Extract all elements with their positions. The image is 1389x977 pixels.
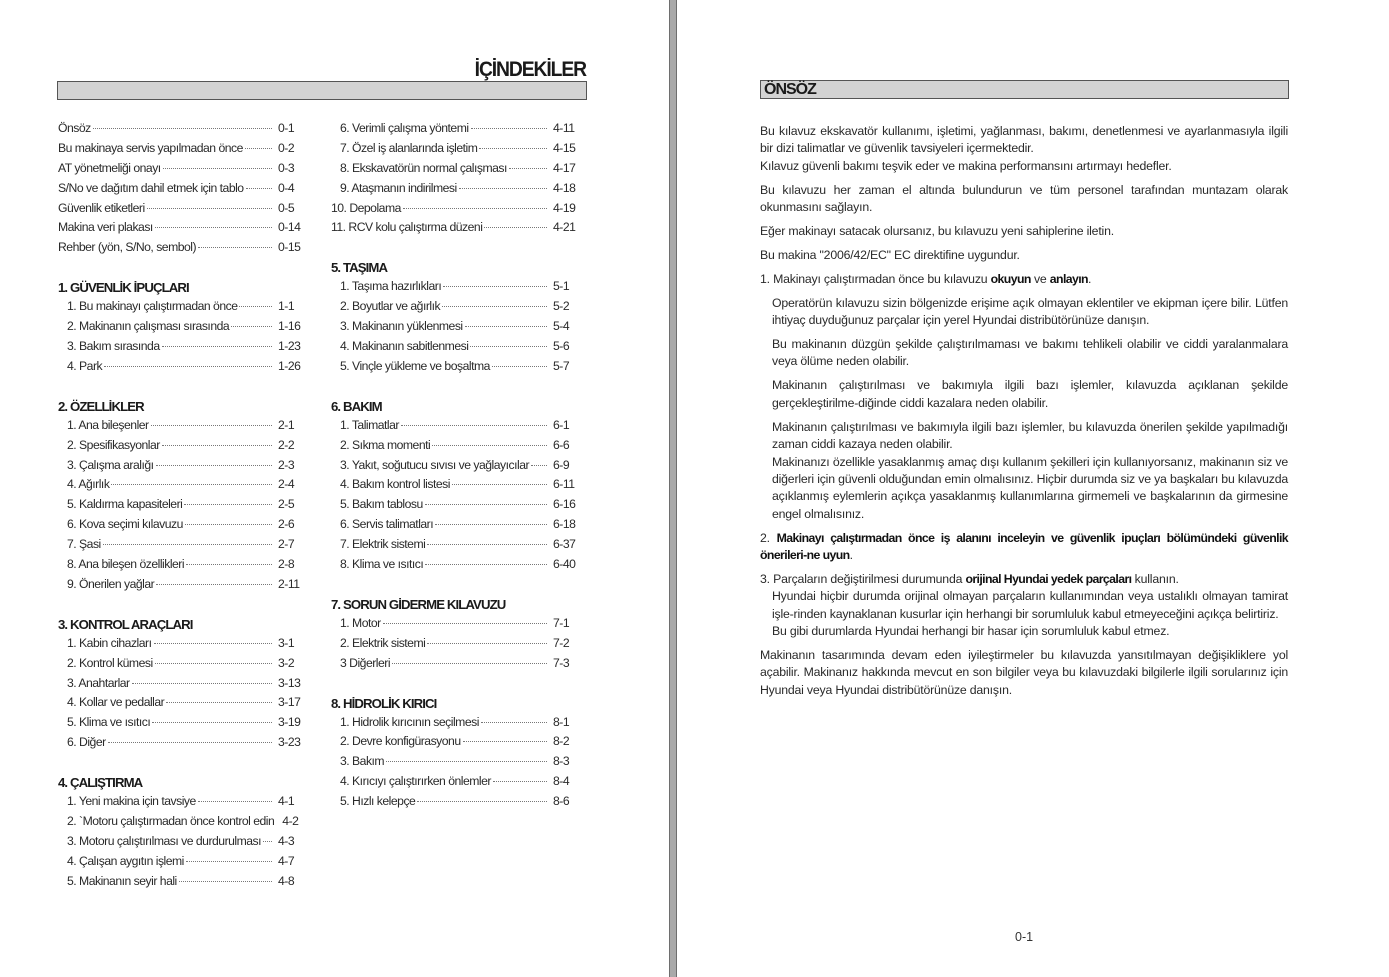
toc-entry-label: 7. Şasi xyxy=(67,537,101,552)
toc-entry-page: 3-23 xyxy=(278,735,301,750)
dot-leader xyxy=(147,208,272,209)
toc-entry-label: 3 Diğerleri xyxy=(340,655,391,670)
toc-entry[interactable] xyxy=(58,577,308,597)
toc-entry-page: 6-1 xyxy=(553,417,570,432)
toc-entry-label: 5. Makinanın seyir hali xyxy=(67,873,177,888)
toc-entry-page: 6-11 xyxy=(553,477,575,492)
toc-entry[interactable] xyxy=(58,141,308,161)
paragraph-text: . xyxy=(849,548,853,563)
toc-entry-page: 5-2 xyxy=(553,299,570,314)
toc-entry-label: 9. Ataşmanın indirilmesi xyxy=(340,180,457,195)
dot-leader xyxy=(179,881,272,882)
toc-entry-label: 3. Anahtarlar xyxy=(67,675,130,690)
page-divider xyxy=(669,0,677,977)
toc-entry-label: 1. Kabin cihazları xyxy=(67,635,152,650)
paragraph-text: 1. Makinayı çalıştırmadan önce bu kılavuzu xyxy=(760,271,991,286)
toc-entry[interactable] xyxy=(58,695,308,715)
toc-entry-label: 5. Kaldırma kapasiteleri xyxy=(67,497,183,512)
toc-entry[interactable] xyxy=(58,874,308,894)
toc-entry[interactable] xyxy=(331,517,583,537)
dot-leader xyxy=(111,484,272,485)
dot-leader xyxy=(443,286,547,287)
toc-entry-page: 5-1 xyxy=(553,279,570,294)
toc-entry-label: 8. Ana bileşen özellikleri xyxy=(67,557,185,572)
toc-column-1 xyxy=(58,121,308,894)
dot-leader xyxy=(104,366,272,367)
toc-entry-label: 6. Kova seçimi kılavuzu xyxy=(67,517,183,532)
toc-entry-page: 4-19 xyxy=(553,200,576,215)
toc-entry-label: 5. Bakım tablosu xyxy=(340,497,423,512)
toc-entry[interactable] xyxy=(58,834,308,854)
toc-entry-label: 8. Ekskavatörün normal çalışması xyxy=(340,160,507,175)
toc-entry-page: 3-19 xyxy=(278,715,301,730)
toc-entry[interactable] xyxy=(331,794,583,814)
toc-entry-label: 11. RCV kolu çalıştırma düzeni xyxy=(331,220,483,235)
dot-leader xyxy=(245,148,272,149)
dot-leader xyxy=(459,188,547,189)
toc-entry-page: 1-26 xyxy=(278,358,301,373)
toc-entry-label: 4. Bakım kontrol listesi xyxy=(340,477,450,492)
toc-entry-label: 4. Kollar ve pedallar xyxy=(67,695,165,710)
emphasis-text: orijinal Hyundai yedek parçaları xyxy=(965,571,1132,586)
toc-entry-label: 2. Boyutlar ve ağırlık xyxy=(340,299,441,314)
emphasis-text: okuyun xyxy=(990,271,1031,286)
dot-leader xyxy=(156,584,272,585)
toc-entry[interactable] xyxy=(58,517,308,537)
toc-entry[interactable] xyxy=(58,794,308,814)
toc-section-heading: 2. ÖZELLİKLER xyxy=(58,398,144,414)
preface-paragraph xyxy=(760,295,1288,330)
toc-entry-label: Güvenlik etiketleri xyxy=(58,200,145,215)
toc-entry[interactable] xyxy=(58,854,308,874)
preface-paragraph xyxy=(760,158,1288,175)
toc-entry-label: 3. Motoru çalıştırılması ve durdurulması xyxy=(67,833,262,848)
toc-entry-label: 3. Çalışma aralığı xyxy=(67,457,154,472)
paragraph-text: . xyxy=(1087,271,1092,286)
preface-paragraph xyxy=(760,419,1288,454)
toc-entry[interactable] xyxy=(331,616,583,636)
dot-leader xyxy=(465,326,547,327)
paragraph-text: Bu makina "2006/42/EC" EC direktifine uygundur. xyxy=(760,247,1020,262)
toc-entry-page: 0-3 xyxy=(278,160,295,175)
preface-paragraph xyxy=(760,182,1288,217)
toc-entry-label: 9. Önerilen yağlar xyxy=(67,576,155,591)
toc-entry-page: 1-1 xyxy=(278,299,295,314)
toc-entry-label: 6. Verimli çalışma yöntemi xyxy=(340,121,469,135)
toc-entry-page: 3-2 xyxy=(278,655,295,670)
paragraph-text: kullanın. xyxy=(1131,571,1179,586)
toc-entry-label: 3. Bakım xyxy=(340,754,385,769)
toc-entry[interactable] xyxy=(331,299,583,319)
toc-entry-label: 1. Bu makinayı çalıştırmadan önce xyxy=(67,299,238,314)
toc-entry[interactable] xyxy=(58,735,308,755)
toc-entry[interactable] xyxy=(58,339,308,359)
toc-entry[interactable] xyxy=(58,676,308,696)
toc-entry-page: 4-21 xyxy=(553,220,576,235)
dot-leader xyxy=(132,683,272,684)
toc-entry-label: 1. Ana bileşenler xyxy=(67,417,149,432)
toc-entry[interactable] xyxy=(58,220,308,240)
preface-paragraph xyxy=(760,123,1288,158)
toc-entry-label: Rehber (yön, S/No, sembol) xyxy=(58,240,197,255)
toc-entry[interactable] xyxy=(58,458,308,478)
toc-entry-label: 2. Spesifikasyonlar xyxy=(67,437,160,452)
toc-entry-page: 2-5 xyxy=(278,497,295,512)
toc-entry[interactable] xyxy=(331,477,583,497)
paragraph-text: Makinanın çalıştırılması ve bakımıyla ilgili bazı işlemler, kılavuzda açıklanan şekilde gerçekleştirilme-diğinde ciddi kazalara neden olabilir. xyxy=(772,378,1288,410)
toc-page xyxy=(0,0,669,977)
paragraph-text: 3. Parçaların değiştirilmesi durumunda xyxy=(760,571,966,586)
toc-entry[interactable] xyxy=(58,557,308,577)
toc-entry[interactable] xyxy=(58,418,308,438)
paragraph-text: Hyundai hiçbir durumda orijinal olmayan parçaların kullanımından veya ustalıklı olmayan tamirat işle-rinden kaynaklanan kusurlar için herhangi bir sorumluluk kabul etmeyeceğini açıkça belirtiriz. xyxy=(772,589,1288,621)
toc-entry-page: 0-4 xyxy=(278,180,295,195)
toc-entry-label: 6. Servis talimatları xyxy=(340,517,434,532)
toc-entry-page: 3-1 xyxy=(278,635,295,650)
toc-entry[interactable] xyxy=(331,319,583,339)
toc-entry-page: 8-3 xyxy=(553,754,570,769)
paragraph-text: Makinanın tasarımında devam eden iyileştirmeler bu kılavuzda yansıtılmayan değişikliklere yol açabilir. Makinanız hakkında mevcut en son bilgiler veya bu kılavuzdaki bilgilerle ilgili sorularınız için Hyundai veya Hyundai distribütörünüze danışın. xyxy=(760,648,1288,697)
dot-leader xyxy=(531,465,547,466)
dot-leader xyxy=(417,801,547,802)
toc-entry-label: 2. `Motoru çalıştırmadan önce kontrol edin xyxy=(67,814,275,829)
toc-entry-page: 6-16 xyxy=(553,497,576,512)
toc-entry-label: 4. Park xyxy=(67,358,103,373)
preface-paragraph xyxy=(760,571,1288,588)
toc-entry-page: 2-11 xyxy=(278,576,300,591)
toc-section-heading: 6. BAKIM xyxy=(331,398,382,414)
dot-leader xyxy=(185,524,272,525)
dot-leader xyxy=(198,801,272,802)
dot-leader xyxy=(108,742,272,743)
dot-leader xyxy=(403,208,547,209)
toc-entry[interactable] xyxy=(58,497,308,517)
toc-entry-label: 1. Yeni makina için tavsiye xyxy=(67,794,196,809)
toc-entry-page: 8-2 xyxy=(553,734,570,749)
toc-entry-page: 7-3 xyxy=(553,655,570,670)
dot-leader xyxy=(239,306,272,307)
toc-entry[interactable] xyxy=(331,359,583,379)
dot-leader xyxy=(392,663,547,664)
toc-entry[interactable] xyxy=(331,557,583,577)
dot-leader xyxy=(401,425,547,426)
toc-entry[interactable] xyxy=(331,656,583,676)
toc-entry[interactable] xyxy=(58,240,308,260)
dot-leader xyxy=(383,623,547,624)
toc-entry[interactable] xyxy=(331,161,583,181)
dot-leader xyxy=(231,326,272,327)
toc-entry-page: 4-8 xyxy=(278,873,295,888)
toc-entry-label: 4. Ağırlık xyxy=(67,477,110,492)
toc-entry-page: 2-2 xyxy=(278,437,295,452)
toc-entry-label: AT yönetmeliği onayı xyxy=(58,160,161,175)
toc-entry-label: 4. Kırıcıyı çalıştırırken önlemler xyxy=(340,774,491,789)
preface-paragraph xyxy=(760,588,1288,623)
dot-leader xyxy=(442,306,547,307)
toc-entry[interactable] xyxy=(58,161,308,181)
toc-entry-label: 8. Klima ve ısıtıcı xyxy=(340,557,424,572)
toc-entry-page: 6-9 xyxy=(553,457,570,472)
preface-paragraph xyxy=(760,647,1288,699)
paragraph-text: 2. xyxy=(760,530,777,545)
dot-leader xyxy=(93,128,272,129)
toc-entry[interactable] xyxy=(331,201,583,221)
toc-entry-page: 5-7 xyxy=(553,358,570,373)
dot-leader xyxy=(435,524,547,525)
paragraph-text: Bu gibi durumlarda Hyundai herhangi bir hasar için sorumluluk kabul etmez. xyxy=(772,624,1170,639)
toc-entry-page: 2-3 xyxy=(278,457,295,472)
toc-entry[interactable] xyxy=(331,715,583,735)
toc-entry-page: 4-17 xyxy=(553,160,576,175)
toc-entry-page: 2-8 xyxy=(278,557,295,572)
toc-entry-page: 4-7 xyxy=(278,853,295,868)
dot-leader xyxy=(425,564,547,565)
dot-leader xyxy=(427,544,547,545)
toc-section-heading: 4. ÇALIŞTIRMA xyxy=(58,775,143,791)
toc-entry-label: 3. Makinanın yüklenmesi xyxy=(340,319,463,334)
toc-entry[interactable] xyxy=(331,181,583,201)
toc-entry-label: 5. Hızlı kelepçe xyxy=(340,794,416,809)
dot-leader xyxy=(492,366,547,367)
toc-entry-page: 6-40 xyxy=(553,557,576,572)
toc-entry-page: 1-16 xyxy=(278,319,301,334)
toc-entry-label: 1. Taşıma hazırlıkları xyxy=(340,279,442,294)
toc-entry[interactable] xyxy=(331,774,583,794)
toc-entry[interactable] xyxy=(331,141,583,161)
toc-entry-page: 8-6 xyxy=(553,794,570,809)
toc-entry[interactable] xyxy=(331,438,583,458)
toc-entry-page: 5-4 xyxy=(553,319,570,334)
toc-section-heading: 5. TAŞIMA xyxy=(331,260,388,276)
toc-entry-page: 7-2 xyxy=(553,635,570,650)
toc-entry[interactable] xyxy=(331,734,583,754)
toc-entry-label: 1. Hidrolik kırıcının seçilmesi xyxy=(340,714,479,729)
toc-entry-label: 5. Vinçle yükleme ve boşaltma xyxy=(340,358,490,373)
dot-leader xyxy=(155,663,272,664)
dot-leader xyxy=(186,861,272,862)
paragraph-text: Bu kılavuzu her zaman el altında bulundurun ve tüm personel tarafından muntazam olarak okunmasını sağlayın. xyxy=(760,182,1288,215)
toc-entry-label: 6. Diğer xyxy=(67,735,106,750)
toc-entry-page: 0-15 xyxy=(278,240,301,255)
toc-section-heading: 1. GÜVENLİK İPUÇLARI xyxy=(58,280,189,296)
toc-entry-label: 4. Çalışan aygıtın işlemi xyxy=(67,853,184,868)
toc-entry-page: 6-37 xyxy=(553,537,576,552)
toc-entry-page: 0-14 xyxy=(278,220,301,235)
toc-entry-page: 5-6 xyxy=(553,339,570,354)
toc-entry-page: 4-3 xyxy=(278,833,295,848)
toc-entry-page: 0-5 xyxy=(278,200,295,215)
dot-leader xyxy=(156,465,272,466)
toc-entry[interactable] xyxy=(58,299,308,319)
dot-leader xyxy=(186,564,272,565)
preface-paragraph xyxy=(760,623,1288,640)
paragraph-text: Kılavuz güvenli bakımı teşvik eder ve makina performansını artırmayı hedefler. xyxy=(760,158,1172,173)
dot-leader xyxy=(155,227,272,228)
dot-leader xyxy=(427,643,547,644)
preface-paragraph xyxy=(760,271,1288,288)
toc-entry[interactable] xyxy=(58,438,308,458)
toc-entry-label: 4. Makinanın sabitlenmesi xyxy=(340,339,469,354)
toc-entry[interactable] xyxy=(58,181,308,201)
toc-entry-page: 2-4 xyxy=(278,477,295,492)
toc-entry[interactable] xyxy=(58,537,308,557)
toc-entry-label: 2. Elektrik sistemi xyxy=(340,635,426,650)
paragraph-text: Bu kılavuz ekskavatör kullanımı, işletimi, yağlanması, bakımı, denetlenmesi ve ayarlanmasıyla ilgili bir dizi talimatlar ve güvenlik tavsiyeleri içermektedir. xyxy=(760,124,1288,156)
dot-leader xyxy=(481,722,547,723)
toc-entry-page: 4-11 xyxy=(553,121,575,135)
toc-entry[interactable] xyxy=(58,636,308,656)
dot-leader xyxy=(471,128,547,129)
toc-entry-page: 3-13 xyxy=(278,675,301,690)
dot-leader xyxy=(162,445,272,446)
toc-entry-page: 4-15 xyxy=(553,140,576,155)
toc-section-heading: 3. KONTROL ARAÇLARI xyxy=(58,616,193,632)
toc-entry[interactable] xyxy=(58,201,308,221)
paragraph-text: Eğer makinayı satacak olursanız, bu kılavuzu yeni sahiplerine iletin. xyxy=(760,224,1114,239)
paragraph-text: Makinanızı özellikle yasaklanmış amaç dışı kullanım şekilleri için kullanıyorsanız, makinanın siz ve diğerleri için güvenli olduğundan emin olmalısınız. Hiçbir durumda siz ve ya başkaları bu kılavuzda açıklanmış eylemlerin açıkça yasaklanmış kullanımlarına girmemeli ve başkalarının da girmesine engel olmalısınız. xyxy=(772,454,1288,521)
dot-leader xyxy=(152,722,272,723)
toc-entry-label: 3. Bakım sırasında xyxy=(67,339,160,354)
toc-column-2 xyxy=(331,121,583,814)
dot-leader xyxy=(154,643,273,644)
toc-entry[interactable] xyxy=(58,715,308,735)
dot-leader xyxy=(263,841,272,842)
paragraph-text: ve xyxy=(1030,271,1050,286)
dot-leader xyxy=(386,761,547,762)
preface-paragraph xyxy=(760,336,1288,371)
toc-entry-page: 4-1 xyxy=(278,794,295,809)
dot-leader xyxy=(184,504,272,505)
toc-entry[interactable] xyxy=(58,656,308,676)
emphasis-text: anlayın xyxy=(1049,271,1088,286)
toc-entry-label: 1. Motor xyxy=(340,615,381,630)
toc-entry[interactable] xyxy=(58,121,308,141)
toc-entry[interactable] xyxy=(331,279,583,299)
toc-entry-page: 6-6 xyxy=(553,437,570,452)
preface-paragraph xyxy=(760,223,1288,240)
toc-entry-page: 8-1 xyxy=(553,714,570,729)
toc-section-heading: 7. SORUN GİDERME KILAVUZU xyxy=(331,596,506,612)
toc-entry[interactable] xyxy=(331,497,583,517)
toc-entry[interactable] xyxy=(331,754,583,774)
dot-leader xyxy=(425,504,547,505)
toc-entry[interactable] xyxy=(331,458,583,478)
page-number: 0-1 xyxy=(1015,930,1034,944)
toc-entry-page: 0-1 xyxy=(278,121,295,135)
dot-leader xyxy=(246,188,272,189)
preface-paragraph xyxy=(760,247,1288,264)
dot-leader xyxy=(470,346,547,347)
toc-entry-label: 2. Kontrol kümesi xyxy=(67,655,153,670)
dot-leader xyxy=(484,227,547,228)
toc-entry-label: 10. Depolama xyxy=(331,200,401,215)
toc-entry-label: 5. Klima ve ısıtıcı xyxy=(67,715,151,730)
toc-entry[interactable] xyxy=(58,319,308,339)
paragraph-text: Makinanın çalıştırılması ve bakımıyla ilgili bazı işlemler, bu kılavuzda önerilen şekilde yapılmadığı zaman ciddi kazaya neden olabilir. xyxy=(772,419,1288,452)
toc-entry-label: 2. Devre konfigürasyonu xyxy=(340,734,461,749)
toc-entry[interactable] xyxy=(58,814,308,834)
dot-leader xyxy=(432,445,547,446)
toc-entry[interactable] xyxy=(331,121,583,141)
toc-entry-page: 4-2 xyxy=(282,814,299,829)
dot-leader xyxy=(479,148,547,149)
toc-entry-page: 2-6 xyxy=(278,517,295,532)
dot-leader xyxy=(493,781,547,782)
toc-entry-label: 2. Sıkma momenti xyxy=(340,437,431,452)
toc-entry-label: 3. Yakıt, soğutucu sıvısı ve yağlayıcılar xyxy=(340,457,530,472)
preface-header-bar xyxy=(760,80,1289,99)
toc-entry[interactable] xyxy=(331,537,583,557)
toc-header-bar xyxy=(57,81,587,100)
dot-leader xyxy=(166,702,272,703)
toc-entry-page: 2-1 xyxy=(278,417,295,432)
preface-paragraph xyxy=(760,530,1288,565)
toc-entry-page: 4-18 xyxy=(553,180,576,195)
dot-leader xyxy=(509,168,547,169)
preface-paragraph xyxy=(760,454,1288,524)
paragraph-text: Operatörün kılavuzu sizin bölgenizde erişime açık olmayan eklentiler ve ekipman içere bilir. Lütfen ihtiyaç duyduğunuz parçalar için yerel Hyundai distribütörünüze danışın. xyxy=(772,295,1288,328)
toc-entry-page: 2-7 xyxy=(278,537,295,552)
toc-entry-label: S/No ve dağıtım dahil etmek için tablo xyxy=(58,180,244,195)
dot-leader xyxy=(452,484,547,485)
dot-leader xyxy=(162,346,272,347)
paragraph-text: Bu makinanın düzgün şekilde çalıştırılmaması ve bakımı tehlikeli olabilir ve ciddi yaralanmalara veya ölüme neden olabilir. xyxy=(772,337,1288,369)
toc-entry[interactable] xyxy=(331,636,583,656)
toc-entry[interactable] xyxy=(331,339,583,359)
toc-entry[interactable] xyxy=(58,477,308,497)
toc-entry-page: 1-23 xyxy=(278,339,301,354)
preface-body xyxy=(760,123,1288,706)
dot-leader xyxy=(151,425,272,426)
preface-paragraph xyxy=(760,377,1288,412)
toc-entry-label: 7. Elektrik sistemi xyxy=(340,537,426,552)
toc-entry[interactable] xyxy=(58,359,308,379)
toc-entry-label: 7. Özel iş alanlarında işletim xyxy=(340,140,478,155)
toc-section-heading: 8. HİDROLİK KIRICI xyxy=(331,695,437,711)
toc-entry[interactable] xyxy=(331,418,583,438)
toc-entry-label: Makina veri plakası xyxy=(58,220,153,235)
toc-entry-label: 1. Talimatlar xyxy=(340,417,399,432)
toc-entry-label: Önsöz xyxy=(58,121,91,135)
emphasis-text: Makinayı çalıştırmadan önce iş alanını inceleyin ve güvenlik ipuçları bölümündeki güvenlik önerileri-ne uyun xyxy=(760,530,1289,563)
toc-entry-page: 8-4 xyxy=(553,774,570,789)
toc-title: İÇİNDEKİLER xyxy=(474,58,586,81)
dot-leader xyxy=(103,544,272,545)
toc-entry-page: 0-2 xyxy=(278,140,295,155)
toc-entry-label: Bu makinaya servis yapılmadan önce xyxy=(58,140,243,155)
dot-leader xyxy=(198,247,272,248)
toc-entry-page: 7-1 xyxy=(553,615,570,630)
toc-entry-label: 2. Makinanın çalışması sırasında xyxy=(67,319,230,334)
dot-leader xyxy=(463,741,547,742)
preface-title: ÖNSÖZ xyxy=(764,81,816,98)
preface-page xyxy=(677,0,1389,977)
toc-entry-page: 3-17 xyxy=(278,695,301,710)
dot-leader xyxy=(163,168,272,169)
toc-entry[interactable] xyxy=(331,220,583,240)
toc-entry-page: 6-18 xyxy=(553,517,576,532)
